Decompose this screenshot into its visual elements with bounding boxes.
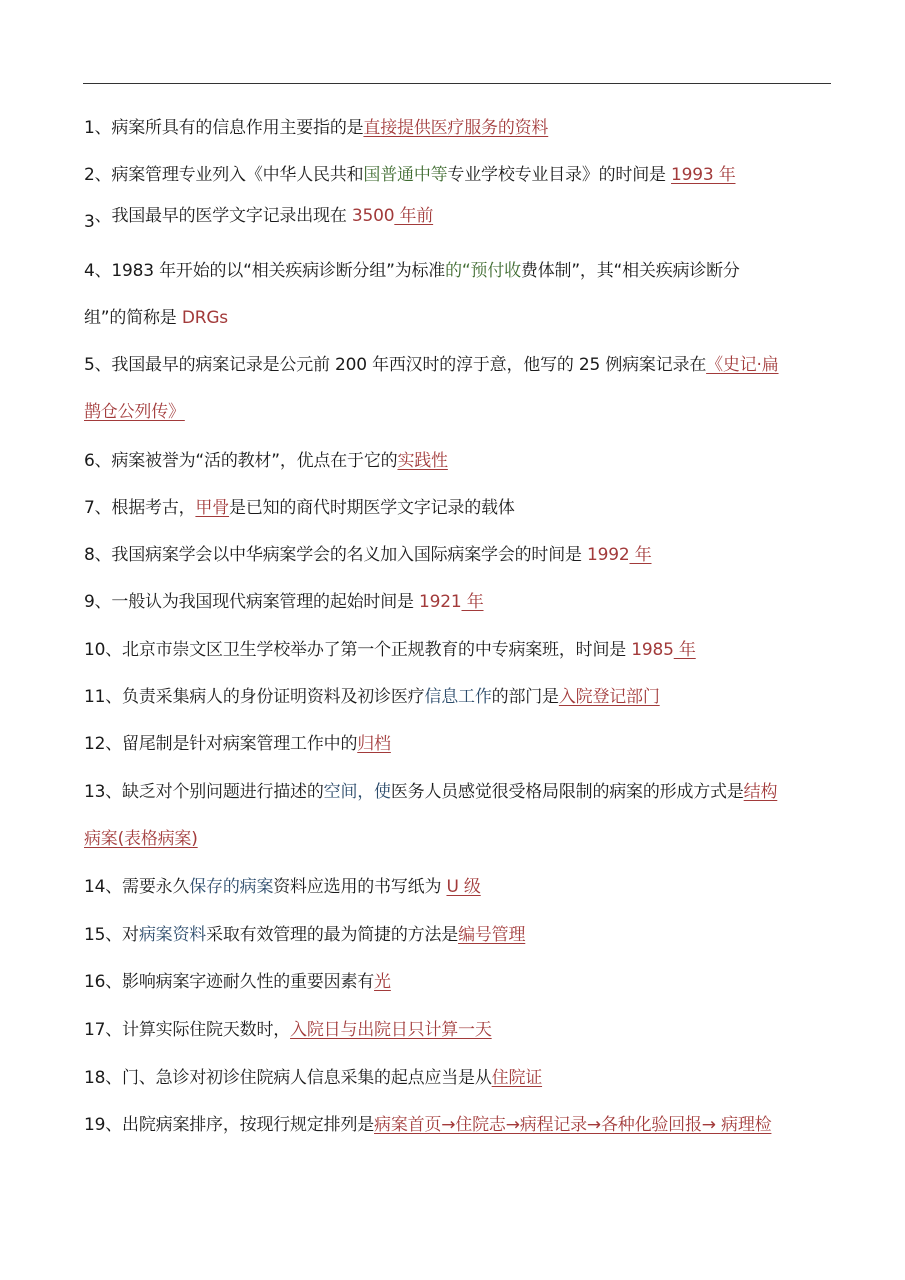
question-7 [84, 498, 834, 518]
question-13 [84, 782, 834, 802]
question-number: 5、 [84, 355, 112, 375]
answer-text: DRGs [181, 308, 228, 328]
question-number: 12、 [84, 734, 123, 754]
question-number: 4、 [84, 261, 112, 281]
answer-text: U 级 [446, 877, 481, 897]
question-text: 我国最早的病案记录是公元前 200 年西汉时的淳于意，他写的 25 例病案记录在 [111, 355, 707, 375]
question-text-tail: 资料应选用的书写纸为 [273, 877, 447, 897]
answer-text: 年 [673, 640, 696, 660]
question-text: 北京市崇文区卫生学校举办了第一个正规教育的中专病案班，时间是 [122, 640, 632, 660]
question-number: 18、 [84, 1068, 123, 1088]
answer-text: 年 [629, 545, 652, 565]
question-text-tail: 医务人员感觉很受格局限制的病案的形成方式是 [390, 782, 744, 802]
answer-text: 1993 年 [671, 165, 736, 185]
question-number: 1、 [84, 118, 112, 138]
answer-number: 1985 [631, 640, 674, 660]
question-text-green: 的“预付收 [445, 261, 521, 281]
question-text: 出院病案排序，按现行规定排列是 [122, 1115, 375, 1135]
question-number: 11、 [84, 687, 123, 707]
answer-text: 结构 [743, 782, 778, 802]
question-number: 13、 [84, 782, 123, 802]
question-text-green: 国普通中等 [363, 165, 448, 185]
question-10 [84, 640, 834, 660]
question-text: 缺乏对个别问题进行描述的 [122, 782, 324, 802]
answer-text: 光 [374, 972, 391, 992]
question-text-tail: 费体制”，其“相关疾病诊断分 [520, 261, 740, 281]
answer-text: 病案首页→住院志→病程记录→各种化验回报→ 病理检 [374, 1115, 772, 1135]
question-6 [84, 451, 834, 471]
question-number: 3 [84, 212, 95, 232]
question-16 [84, 972, 834, 992]
question-text-tail: 是已知的商代时期医学文字记录的载体 [229, 498, 515, 518]
question-number: 19、 [84, 1115, 123, 1135]
answer-text: 入院登记部门 [558, 687, 660, 707]
question-9 [84, 592, 834, 612]
question-number-sep: 、 [94, 206, 112, 226]
question-18 [84, 1068, 834, 1088]
question-number: 2、 [84, 165, 112, 185]
question-number: 7、 [84, 498, 112, 518]
question-number: 17、 [84, 1020, 123, 1040]
answer-text: 住院证 [491, 1068, 543, 1088]
question-number: 15、 [84, 925, 123, 945]
question-15 [84, 925, 834, 945]
answer-text: 年前 [394, 206, 434, 226]
answer-text: 病案(表格病案) [84, 829, 198, 849]
question-text: 根据考古， [111, 498, 196, 518]
answer-text: 入院日与出院日只计算一天 [290, 1020, 492, 1040]
question-3 [84, 206, 834, 232]
question-text-blue: 空间，使 [323, 782, 391, 802]
question-text-blue: 病案资料 [138, 925, 207, 945]
question-text-blue: 保存的病案 [189, 877, 274, 897]
question-text-tail: 采取有效管理的最为简捷的方法是 [206, 925, 459, 945]
question-text: 需要永久 [122, 877, 190, 897]
question-12 [84, 734, 834, 754]
question-1 [84, 118, 834, 138]
question-text-tail: 专业学校专业目录》的时间是 [447, 165, 672, 185]
answer-text: 甲骨 [195, 498, 230, 518]
question-4 [84, 261, 834, 281]
answer-text: 实践性 [397, 451, 448, 471]
question-text: 我国最早的医学文字记录出现在 [111, 206, 352, 226]
question-number: 10、 [84, 640, 123, 660]
question-19 [84, 1115, 834, 1135]
top-rule [83, 83, 831, 84]
question-text: 一般认为我国现代病案管理的起始时间是 [111, 592, 420, 612]
question-4-cont [84, 308, 834, 328]
question-text: 组”的简称是 [84, 308, 182, 328]
answer-text: 归档 [357, 734, 391, 754]
answer-number: 1992 [587, 545, 630, 565]
question-5 [84, 355, 834, 375]
question-text: 门、急诊对初诊住院病人信息采集的起点应当是从 [122, 1068, 492, 1088]
question-text: 1983 年开始的以“相关疾病诊断分组”为标准 [111, 261, 446, 281]
answer-text: 年 [461, 592, 484, 612]
question-8 [84, 545, 834, 565]
answer-text: 鹊仓公列传》 [84, 402, 185, 422]
question-number: 9、 [84, 592, 112, 612]
question-text: 病案管理专业列入《中华人民共和 [111, 165, 364, 185]
question-number: 16、 [84, 972, 123, 992]
answer-number: 1921 [419, 592, 462, 612]
answer-text: 直接提供医疗服务的资料 [363, 118, 549, 138]
question-text-tail: 的部门是 [491, 687, 559, 707]
question-number: 14、 [84, 877, 123, 897]
question-text-blue: 信息工作 [424, 687, 492, 707]
question-number: 6、 [84, 451, 112, 471]
question-text: 负责采集病人的身份证明资料及初诊医疗 [122, 687, 425, 707]
question-text: 计算实际住院天数时， [122, 1020, 291, 1040]
question-11 [84, 687, 834, 707]
question-5-cont [84, 402, 834, 422]
question-text: 我国病案学会以中华病案学会的名义加入国际病案学会的时间是 [111, 545, 588, 565]
answer-number: 3500 [351, 206, 395, 226]
answer-text: 编号管理 [458, 925, 526, 945]
question-text: 病案所具有的信息作用主要指的是 [111, 118, 364, 138]
answer-text: 《史记·扁 [706, 355, 779, 375]
question-text: 病案被誉为“活的教材”，优点在于它的 [111, 451, 398, 471]
question-text: 对 [122, 925, 139, 945]
question-17 [84, 1020, 834, 1040]
question-2 [84, 165, 834, 185]
question-number: 8、 [84, 545, 112, 565]
question-text: 影响病案字迹耐久性的重要因素有 [122, 972, 375, 992]
question-14 [84, 877, 834, 897]
question-13-cont [84, 829, 834, 849]
question-text: 留尾制是针对病案管理工作中的 [122, 734, 358, 754]
